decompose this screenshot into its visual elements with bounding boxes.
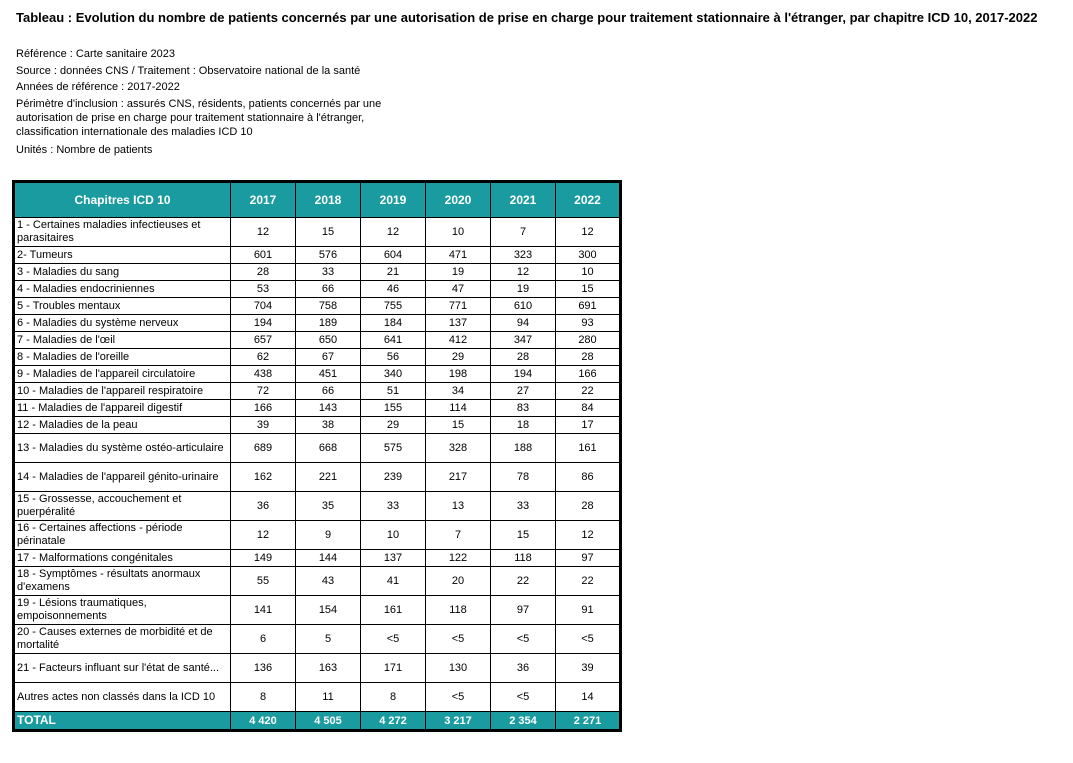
cell-value: 118 xyxy=(426,596,491,625)
cell-value: 33 xyxy=(296,264,361,281)
row-label: 13 - Maladies du système ostéo-articulaire xyxy=(14,434,231,463)
cell-value: 22 xyxy=(556,383,621,400)
cell-value: 601 xyxy=(231,247,296,264)
cell-value: 29 xyxy=(361,417,426,434)
cell-value: 438 xyxy=(231,366,296,383)
cell-value: 758 xyxy=(296,298,361,315)
page-title: Tableau : Evolution du nombre de patients concernés par une autorisation de prise en charge pour traitement stationnaire à l'étranger, par chapitre ICD 10, 2017-2022 xyxy=(16,10,1038,25)
reference-text: Référence : Carte sanitaire 2023 xyxy=(16,48,175,60)
cell-value: 12 xyxy=(231,521,296,550)
cell-value: 18 xyxy=(491,417,556,434)
table-header-row xyxy=(14,182,621,218)
cell-value: 198 xyxy=(426,366,491,383)
cell-value: 15 xyxy=(426,417,491,434)
cell-value: 280 xyxy=(556,332,621,349)
header-year: 2019 xyxy=(361,182,426,218)
cell-value: 162 xyxy=(231,463,296,492)
cell-value: 412 xyxy=(426,332,491,349)
cell-value: 155 xyxy=(361,400,426,417)
header-year: 2022 xyxy=(556,182,621,218)
cell-value: 154 xyxy=(296,596,361,625)
scope-text: Périmètre d'inclusion : assurés CNS, résidents, patients concernés par une autorisation de prise en charge pour traitement stationnaire à l'étranger, classification internationale des maladies ICD 10 xyxy=(16,97,382,138)
cell-value: 29 xyxy=(426,349,491,366)
cell-value: 668 xyxy=(296,434,361,463)
cell-value: 15 xyxy=(296,218,361,247)
row-label: 5 - Troubles mentaux xyxy=(14,298,231,315)
table-row xyxy=(14,625,621,654)
cell-value: 657 xyxy=(231,332,296,349)
header-year: 2021 xyxy=(491,182,556,218)
table-row xyxy=(14,434,621,463)
row-label: 4 - Maladies endocriniennes xyxy=(14,281,231,298)
row-label: 11 - Maladies de l'appareil digestif xyxy=(14,400,231,417)
total-value: 3 217 xyxy=(426,712,491,731)
total-value: 2 271 xyxy=(556,712,621,731)
cell-value: 340 xyxy=(361,366,426,383)
cell-value: 9 xyxy=(296,521,361,550)
cell-value: 14 xyxy=(556,683,621,712)
cell-value: 15 xyxy=(491,521,556,550)
cell-value: 84 xyxy=(556,400,621,417)
cell-value: 641 xyxy=(361,332,426,349)
cell-value: 141 xyxy=(231,596,296,625)
table-row xyxy=(14,383,621,400)
cell-value: 78 xyxy=(491,463,556,492)
cell-value: 55 xyxy=(231,567,296,596)
cell-value: 137 xyxy=(361,550,426,567)
cell-value: 91 xyxy=(556,596,621,625)
total-label: TOTAL xyxy=(14,712,231,731)
cell-value: <5 xyxy=(556,625,621,654)
cell-value: 137 xyxy=(426,315,491,332)
row-label: 3 - Maladies du sang xyxy=(14,264,231,281)
cell-value: 66 xyxy=(296,383,361,400)
table-row xyxy=(14,281,621,298)
cell-value: <5 xyxy=(491,683,556,712)
header-year: 2020 xyxy=(426,182,491,218)
row-label: 19 - Lésions traumatiques, empoisonnements xyxy=(14,596,231,625)
row-label: 10 - Maladies de l'appareil respiratoire xyxy=(14,383,231,400)
cell-value: 22 xyxy=(491,567,556,596)
units-text: Unités : Nombre de patients xyxy=(16,143,153,156)
cell-value: 755 xyxy=(361,298,426,315)
table-row xyxy=(14,400,621,417)
cell-value: 97 xyxy=(556,550,621,567)
cell-value: 19 xyxy=(491,281,556,298)
cell-value: 83 xyxy=(491,400,556,417)
cell-value: 13 xyxy=(426,492,491,521)
cell-value: 47 xyxy=(426,281,491,298)
cell-value: 166 xyxy=(556,366,621,383)
cell-value: 38 xyxy=(296,417,361,434)
cell-value: 10 xyxy=(556,264,621,281)
cell-value: 194 xyxy=(491,366,556,383)
cell-value: 12 xyxy=(556,218,621,247)
cell-value: 53 xyxy=(231,281,296,298)
cell-value: 36 xyxy=(491,654,556,683)
cell-value: 62 xyxy=(231,349,296,366)
row-label: 17 - Malformations congénitales xyxy=(14,550,231,567)
cell-value: 51 xyxy=(361,383,426,400)
cell-value: 10 xyxy=(426,218,491,247)
row-label: 14 - Maladies de l'appareil génito-urinaire xyxy=(14,463,231,492)
table-row xyxy=(14,298,621,315)
cell-value: 323 xyxy=(491,247,556,264)
cell-value: 161 xyxy=(556,434,621,463)
cell-value: 12 xyxy=(556,521,621,550)
table-row xyxy=(14,521,621,550)
table-row xyxy=(14,218,621,247)
cell-value: 19 xyxy=(426,264,491,281)
row-label: 18 - Symptômes - résultats anormaux d'examens xyxy=(14,567,231,596)
table-row xyxy=(14,349,621,366)
cell-value: 56 xyxy=(361,349,426,366)
cell-value: 6 xyxy=(231,625,296,654)
cell-value: 28 xyxy=(556,492,621,521)
cell-value: 34 xyxy=(426,383,491,400)
source-text: Source : données CNS / Traitement : Observatoire national de la santé xyxy=(16,64,361,77)
cell-value: 27 xyxy=(491,383,556,400)
cell-value: 471 xyxy=(426,247,491,264)
header-year: 2017 xyxy=(231,182,296,218)
row-label: 20 - Causes externes de morbidité et de mortalité xyxy=(14,625,231,654)
cell-value: 691 xyxy=(556,298,621,315)
years-text: Années de référence : 2017-2022 xyxy=(16,81,180,93)
table-row xyxy=(14,264,621,281)
table-row xyxy=(14,247,621,264)
metadata-block xyxy=(16,46,426,158)
cell-value: 21 xyxy=(361,264,426,281)
cell-value: 347 xyxy=(491,332,556,349)
cell-value: 130 xyxy=(426,654,491,683)
cell-value: 576 xyxy=(296,247,361,264)
cell-value: 122 xyxy=(426,550,491,567)
cell-value: 8 xyxy=(361,683,426,712)
cell-value: 35 xyxy=(296,492,361,521)
cell-value: 36 xyxy=(231,492,296,521)
cell-value: 188 xyxy=(491,434,556,463)
table-row xyxy=(14,550,621,567)
cell-value: 451 xyxy=(296,366,361,383)
row-label: 1 - Certaines maladies infectieuses et parasitaires xyxy=(14,218,231,247)
row-label: 7 - Maladies de l'œil xyxy=(14,332,231,349)
total-value: 4 272 xyxy=(361,712,426,731)
cell-value: 149 xyxy=(231,550,296,567)
total-row xyxy=(14,712,621,731)
table-row xyxy=(14,366,621,383)
row-label: 15 - Grossesse, accouchement et puerpéralité xyxy=(14,492,231,521)
cell-value: 118 xyxy=(491,550,556,567)
cell-value: 5 xyxy=(296,625,361,654)
row-label: 16 - Certaines affections - période périnatale xyxy=(14,521,231,550)
cell-value: 86 xyxy=(556,463,621,492)
row-label: 8 - Maladies de l'oreille xyxy=(14,349,231,366)
row-label: 2- Tumeurs xyxy=(14,247,231,264)
cell-value: 7 xyxy=(491,218,556,247)
row-label: 21 - Facteurs influant sur l'état de santé... xyxy=(14,654,231,683)
table-row xyxy=(14,492,621,521)
cell-value: <5 xyxy=(361,625,426,654)
row-label: Autres actes non classés dans la ICD 10 xyxy=(14,683,231,712)
total-value: 4 505 xyxy=(296,712,361,731)
cell-value: 28 xyxy=(556,349,621,366)
cell-value: 604 xyxy=(361,247,426,264)
cell-value: 171 xyxy=(361,654,426,683)
cell-value: 221 xyxy=(296,463,361,492)
cell-value: 28 xyxy=(231,264,296,281)
cell-value: 328 xyxy=(426,434,491,463)
cell-value: 20 xyxy=(426,567,491,596)
cell-value: 300 xyxy=(556,247,621,264)
table-row xyxy=(14,683,621,712)
table-row xyxy=(14,463,621,492)
table-row xyxy=(14,654,621,683)
cell-value: 610 xyxy=(491,298,556,315)
cell-value: 771 xyxy=(426,298,491,315)
cell-value: 41 xyxy=(361,567,426,596)
cell-value: 97 xyxy=(491,596,556,625)
cell-value: 704 xyxy=(231,298,296,315)
cell-value: 217 xyxy=(426,463,491,492)
header-year: 2018 xyxy=(296,182,361,218)
cell-value: 184 xyxy=(361,315,426,332)
cell-value: 12 xyxy=(491,264,556,281)
cell-value: 7 xyxy=(426,521,491,550)
cell-value: 650 xyxy=(296,332,361,349)
cell-value: 28 xyxy=(491,349,556,366)
cell-value: 43 xyxy=(296,567,361,596)
table-row xyxy=(14,567,621,596)
total-value: 4 420 xyxy=(231,712,296,731)
row-label: 9 - Maladies de l'appareil circulatoire xyxy=(14,366,231,383)
cell-value: 114 xyxy=(426,400,491,417)
cell-value: 17 xyxy=(556,417,621,434)
cell-value: 12 xyxy=(361,218,426,247)
cell-value: 189 xyxy=(296,315,361,332)
cell-value: 575 xyxy=(361,434,426,463)
cell-value: 194 xyxy=(231,315,296,332)
cell-value: 163 xyxy=(296,654,361,683)
row-label: 12 - Maladies de la peau xyxy=(14,417,231,434)
cell-value: 46 xyxy=(361,281,426,298)
cell-value: 8 xyxy=(231,683,296,712)
cell-value: 15 xyxy=(556,281,621,298)
cell-value: 66 xyxy=(296,281,361,298)
total-value: 2 354 xyxy=(491,712,556,731)
cell-value: <5 xyxy=(426,625,491,654)
cell-value: 93 xyxy=(556,315,621,332)
cell-value: 39 xyxy=(231,417,296,434)
cell-value: 161 xyxy=(361,596,426,625)
cell-value: 94 xyxy=(491,315,556,332)
cell-value: 136 xyxy=(231,654,296,683)
cell-value: 166 xyxy=(231,400,296,417)
cell-value: 11 xyxy=(296,683,361,712)
cell-value: 67 xyxy=(296,349,361,366)
table-row xyxy=(14,315,621,332)
table-row xyxy=(14,332,621,349)
cell-value: 12 xyxy=(231,218,296,247)
header-chapitres: Chapitres ICD 10 xyxy=(14,182,231,218)
table-row xyxy=(14,417,621,434)
row-label: 6 - Maladies du système nerveux xyxy=(14,315,231,332)
cell-value: 72 xyxy=(231,383,296,400)
cell-value: 39 xyxy=(556,654,621,683)
cell-value: 33 xyxy=(491,492,556,521)
cell-value: 33 xyxy=(361,492,426,521)
icd10-table xyxy=(12,180,622,732)
cell-value: 143 xyxy=(296,400,361,417)
cell-value: 239 xyxy=(361,463,426,492)
cell-value: <5 xyxy=(426,683,491,712)
cell-value: 22 xyxy=(556,567,621,596)
cell-value: <5 xyxy=(491,625,556,654)
cell-value: 10 xyxy=(361,521,426,550)
cell-value: 144 xyxy=(296,550,361,567)
table-row xyxy=(14,596,621,625)
cell-value: 689 xyxy=(231,434,296,463)
